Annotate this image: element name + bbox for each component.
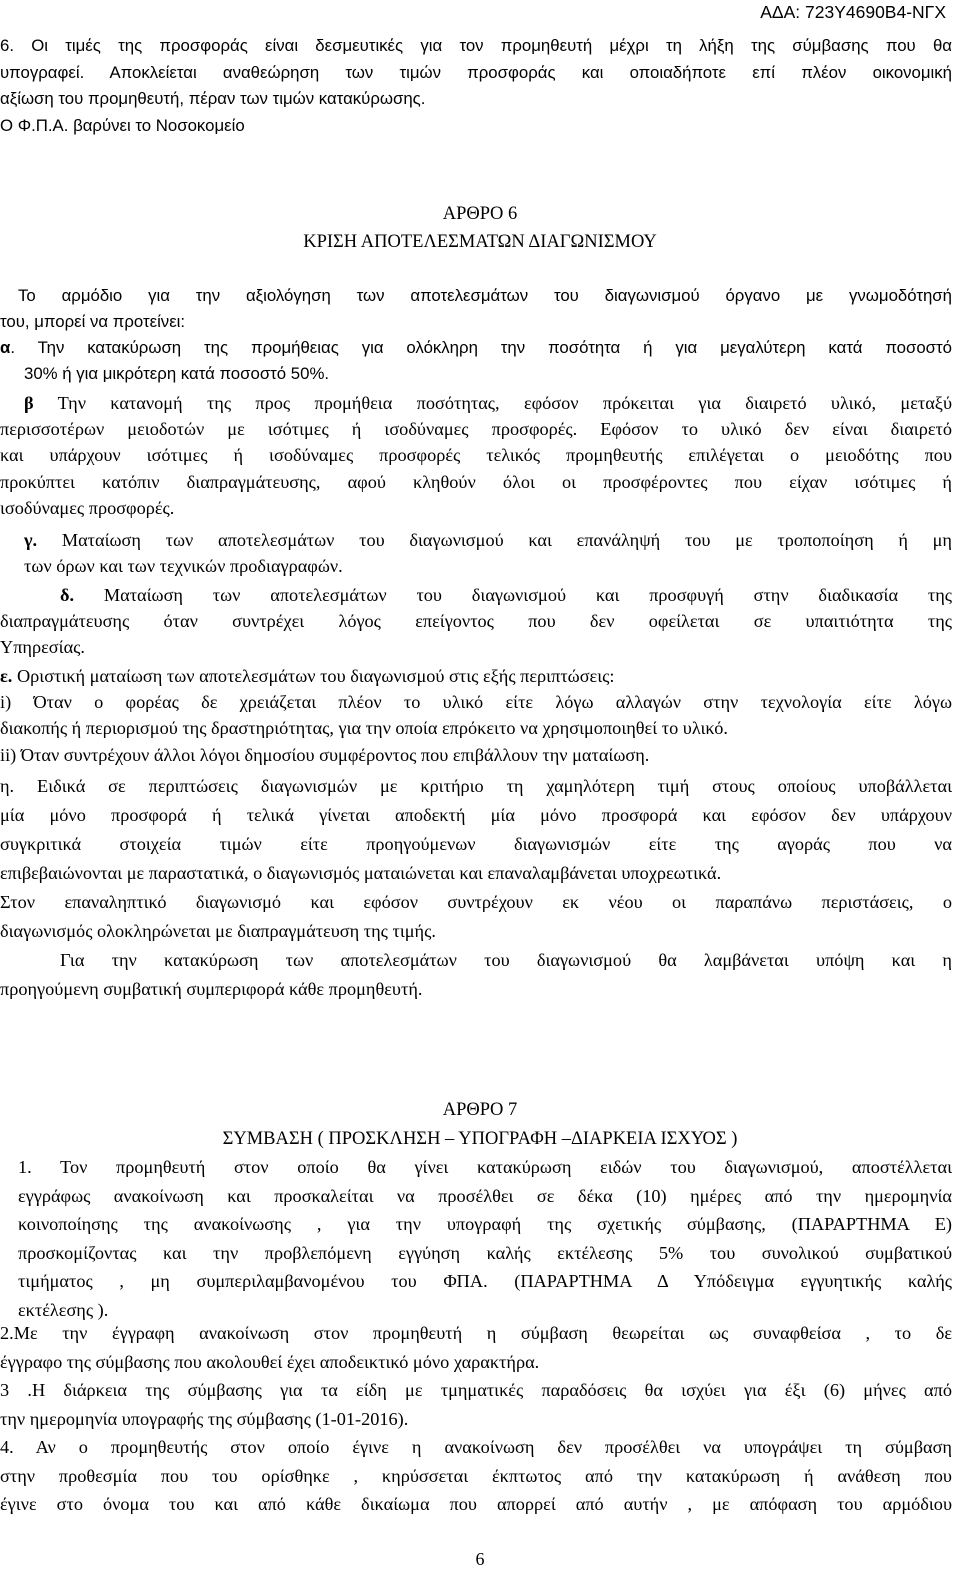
article-7-p3 [0, 1376, 952, 1433]
clause-eta [0, 772, 952, 946]
article-6-heading: ΑΡΘΡΟ 6 [442, 204, 518, 224]
final-paragraph [0, 946, 952, 1004]
text-line: προηγούμενη συμβατική συμπεριφορά κάθε προμηθευτή. [0, 979, 423, 999]
text-line: τιμήματος , μη συμπεριλαμβανομένου του ΦΠΑ. (ΠΑΡΑΡΤΗΜΑ Δ Υπόδειγμα εγγυητικής καλής [18, 1271, 952, 1291]
article-6-title: ΚΡΙΣΗ ΑΠΟΤΕΛΕΣΜΑΤΩΝ ΔΙΑΓΩΝΙΣΜΟΥ [303, 232, 657, 252]
text-line: Το αρμόδιο για την αξιολόγηση των αποτελεσμάτων του διαγωνισμού όργανο με γνωμοδότησή [18, 286, 952, 305]
text-line: διαπραγμάτευσης όταν συντρέχει λόγος επείγοντος που δεν οφείλεται σε υπαιτιότητα της [0, 611, 952, 632]
text-line: Για την κατακύρωση των αποτελεσμάτων του διαγωνισμού θα λαμβάνεται υπόψη και η [60, 950, 952, 970]
text-line: ε. Οριστική ματαίωση των αποτελεσμάτων του διαγωνισμού στις εξής περιπτώσεις: [0, 666, 615, 686]
text-line: και υπάρχουν ισότιμες ή ισοδύναμες προσφορές τελικός προμηθευτής επιλέγεται ο μειοδότης που [0, 445, 952, 466]
text-line: συγκριτικά στοιχεία τιμών είτε προηγούμενων διαγωνισμών είτε της αγοράς που να [0, 834, 952, 854]
text-line: 30% ή για μικρότερη κατά ποσοστό 50%. [24, 364, 330, 383]
text-line: των όρων και των τεχνικών προδιαγραφών. [24, 556, 343, 577]
clause-marker: γ. [24, 530, 38, 550]
text-line: διακοπής ή περιορισμού της δραστηριότητας, για την οποία επρόκειτο να χρησιμοποιηθεί το υλικό. [0, 718, 728, 739]
text-line: του, μπορεί να προτείνει: [0, 312, 186, 331]
ada-code: ΑΔΑ: 723Υ4690Β4-ΝΓΧ [760, 2, 946, 22]
article-7-heading: ΑΡΘΡΟ 7 [442, 1100, 518, 1120]
text-line: επιβεβαιώνονται με παραστατικά, ο διαγωνισμός ματαιώνεται και επαναλαμβάνεται υποχρεωτικά. [0, 863, 722, 883]
clause-marker: ε. [0, 666, 13, 686]
text-line: 1. Τον προμηθευτή στον οποίο θα γίνει κατακύρωση ειδών του διαγωνισμού, αποστέλλεται [18, 1157, 952, 1177]
clause-delta [0, 582, 952, 661]
text-line: έγινε στο όνομα του και από κάθε δικαίωμα που απορρεί από αυτήν , με απόφαση του αρμόδιου [0, 1494, 952, 1514]
clause-beta [0, 390, 952, 521]
text-line: γ. Ματαίωση των αποτελεσμάτων του διαγωνισμού και επανάληψή του με τροποποίηση ή μη [24, 530, 952, 550]
text-line: δ. Ματαίωση των αποτελεσμάτων του διαγωνισμού και προσφυγή στην διαδικασία της [60, 585, 952, 605]
text-line: διαγωνισμός ολοκληρώνεται με διαπραγμάτευση της τιμής. [0, 921, 436, 941]
text-line: α. Την κατακύρωση της προμήθειας για ολόκληρη την ποσότητα ή για μεγαλύτερη κατά ποσοστό [0, 338, 952, 357]
article-7-title: ΣΥΜΒΑΣΗ ( ΠΡΟΣΚΛΗΣΗ – ΥΠΟΓΡΑΦΗ –ΔΙΑΡΚΕΙΑ ΙΣΧΥΟΣ ) [222, 1129, 738, 1149]
text-line: περισσοτέρων μειοδοτών με ισότιμες ή ισοδύναμες προσφορές. Εφόσον το υλικό δεν είναι διαιρετό [0, 419, 952, 440]
text-line: εγγράφως ανακοίνωση και προσκαλείται να προσέλθει σε δέκα (10) ημέρες από την ημερομηνία [18, 1185, 952, 1206]
page-number: 6 [475, 1549, 485, 1569]
article-6-intro [0, 283, 952, 335]
text-line: Στον επαναληπτικό διαγωνισμό και εφόσον συντρέχουν εκ νέου οι παραπάνω περιστάσεις, ο [0, 892, 952, 912]
text-line: προκύπτει κατόπιν διαπραγμάτευσης, αφού κληθούν όλοι οι προσφέροντες που είχαν ισότιμες ή [0, 471, 952, 492]
text-line: 2.Με την έγγραφη ανακοίνωση στον προμηθευτή η σύμβαση θεωρείται ως συναφθείσα , το δε [0, 1323, 952, 1343]
text-line: 6. Οι τιμές της προσφοράς είναι δεσμευτικές για τον προμηθευτή μέχρι τη λήξη της σύμβασης που θα [0, 36, 952, 55]
text-line: στην προθεσμία που του ορίσθηκε , κηρύσσεται έκπτωτος από την κατακύρωση ή ανάθεση που [0, 1465, 952, 1486]
clause-alpha [0, 335, 952, 387]
text-line: προσκομίζοντας και την προβλεπόμενη εγγύηση καλής εκτέλεσης 5% του συνολικού συμβατικού [18, 1242, 952, 1263]
text-line: υπογραφεί. Αποκλείεται αναθεώρηση των τιμών προσφοράς και οποιαδήποτε επί πλέον οικονομική [0, 62, 952, 82]
text-line: εκτέλεσης ). [18, 1299, 109, 1320]
text-line: αξίωση του προμηθευτή, πέραν των τιμών κατακύρωσης. [0, 89, 426, 108]
clause-gamma [0, 527, 952, 579]
clause-epsilon [0, 663, 952, 768]
intro-paragraph [0, 33, 952, 139]
article-7-p1 [0, 1153, 952, 1324]
text-line: 3 .Η διάρκεια της σύμβασης για τα είδη με τμηματικές παραδόσεις θα ισχύει για έξι (6) μήνες από [0, 1380, 952, 1400]
text-line: η. Ειδικά σε περιπτώσεις διαγωνισμών με κριτήριο τη χαμηλότερη τιμή στους οποίους υποβάλλεται [0, 776, 952, 796]
text-line: i) Όταν ο φορέας δε χρειάζεται πλέον το υλικό είτε λόγω αλλαγών στην τεχνολογία είτε λόγω [0, 692, 952, 713]
text-line: Ο Φ.Π.Α. βαρύνει το Νοσοκομείο [0, 115, 245, 135]
clause-marker: δ. [60, 585, 75, 605]
text-line: ii) Όταν συντρέχουν άλλοι λόγοι δημοσίου συμφέροντος που επιβάλλουν την ματαίωση. [0, 744, 650, 765]
text-line: την ημερομηνία υπογραφής της σύμβασης (1-01-2016). [0, 1408, 409, 1429]
text-line: μία μόνο προσφορά ή τελικά γίνεται αποδεκτή μία μόνο προσφορά και εφόσον δεν υπάρχουν [0, 805, 952, 825]
text-line: κοινοποίησης της ανακοίνωσης , για την υπογραφή της σχετικής σύμβασης, (ΠΑΡΑΡΤΗΜΑ Ε) [18, 1214, 952, 1234]
text-line: ισοδύναμες προσφορές. [0, 497, 175, 518]
clause-marker: β [24, 393, 34, 413]
text-line: 4. Αν ο προμηθευτής στον οποίο έγινε η ανακοίνωση δεν προσέλθει να υπογράψει τη σύμβαση [0, 1437, 952, 1457]
text-line: έγγραφο της σύμβασης που ακολουθεί έχει αποδεικτικό μόνο χαρακτήρα. [0, 1351, 540, 1372]
clause-marker: α [0, 338, 11, 357]
text-line: Υπηρεσίας. [0, 637, 85, 658]
article-7-p2 [0, 1319, 952, 1376]
text-line: β Την κατανομή της προς προμήθεια ποσότητας, εφόσον πρόκειται για διαιρετό υλικό, μεταξύ [24, 393, 952, 413]
article-7-p4 [0, 1433, 952, 1519]
